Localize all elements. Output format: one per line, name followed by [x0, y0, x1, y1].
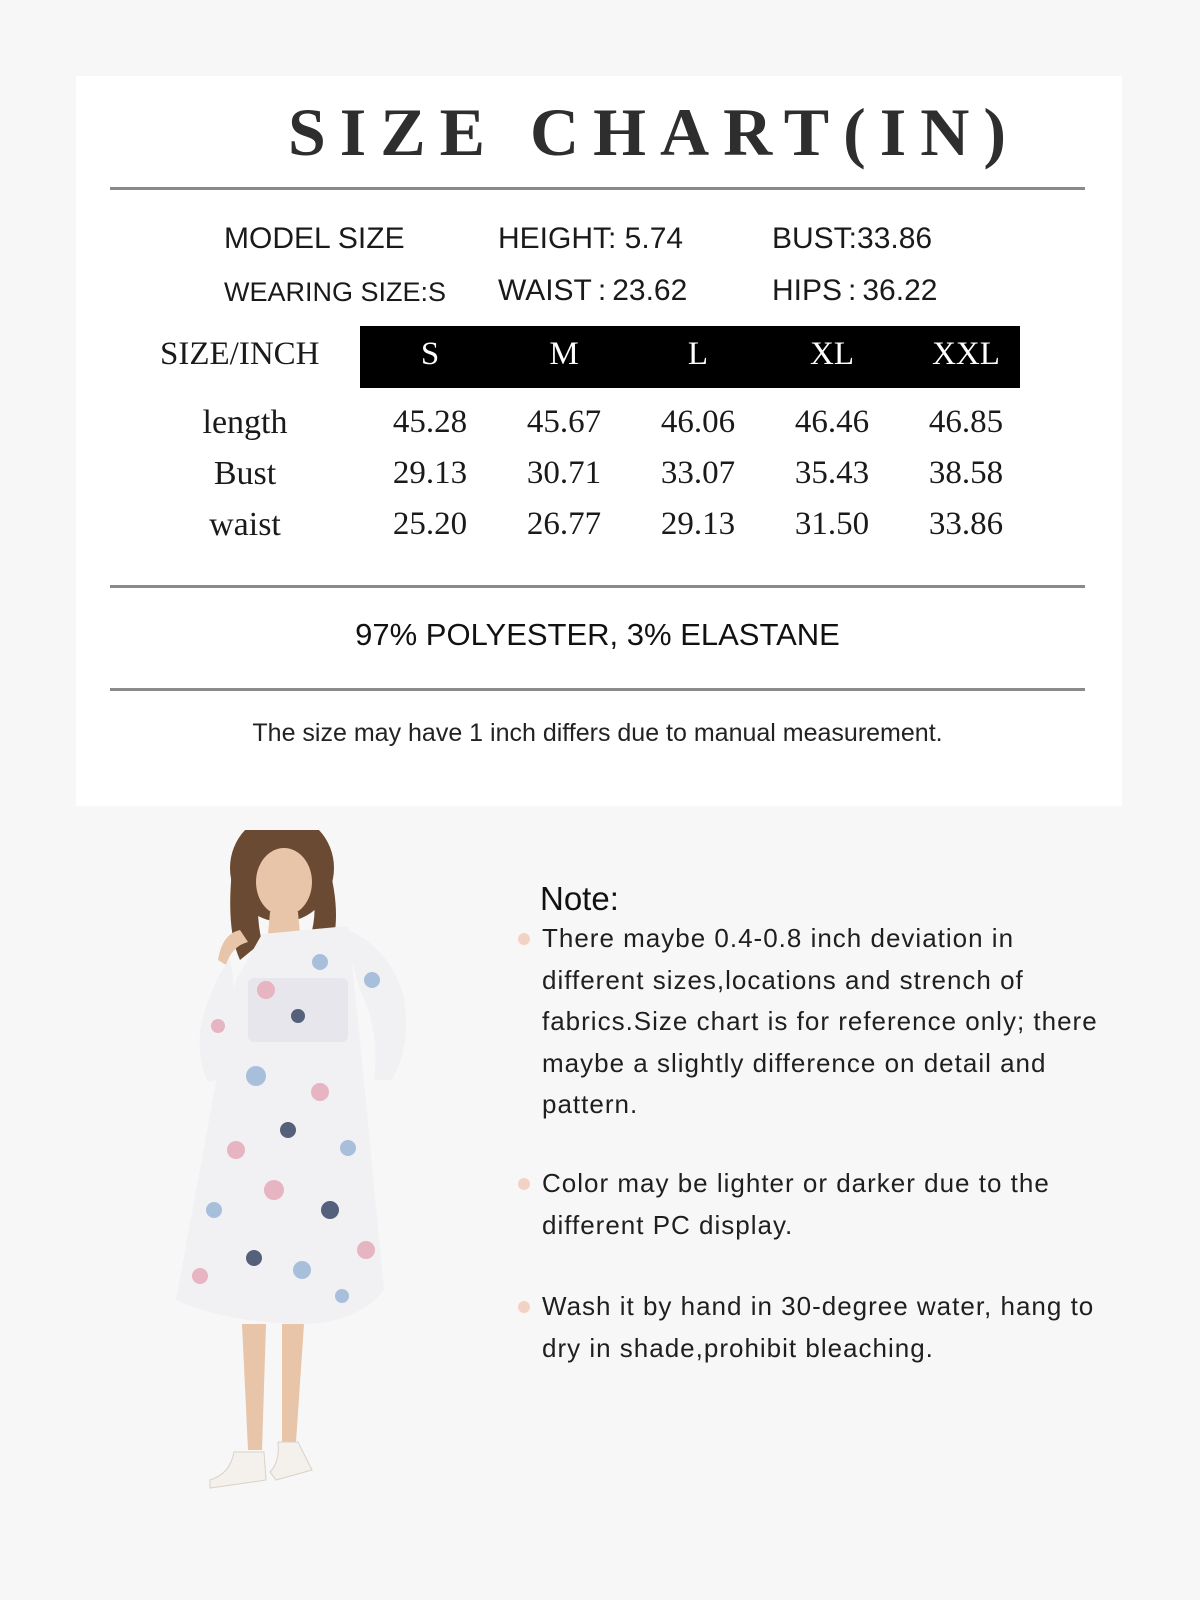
- model-legs: [242, 1324, 304, 1450]
- table-cell: 38.58: [928, 455, 1004, 491]
- table-cell: 46.46: [794, 404, 870, 440]
- size-header-xxl: XXL: [932, 336, 1000, 372]
- material-divider: [110, 688, 1085, 691]
- size-inch-label: SIZE/INCH: [160, 336, 320, 372]
- bullet-icon: [518, 1301, 530, 1313]
- model-neck: [268, 912, 300, 934]
- title-divider: [110, 187, 1085, 190]
- size-header-m: M: [549, 336, 579, 372]
- table-cell: 33.86: [928, 506, 1004, 542]
- table-cell: 29.13: [392, 455, 468, 491]
- bullet-icon: [518, 933, 530, 945]
- table-cell: 33.07: [660, 455, 736, 491]
- table-cell: 45.67: [526, 404, 602, 440]
- size-chart-card: [76, 76, 1122, 806]
- table-cell: 35.43: [794, 455, 870, 491]
- size-header-xl: XL: [810, 336, 854, 372]
- table-cell: 46.06: [660, 404, 736, 440]
- model-face: [256, 848, 312, 916]
- size-header-l: L: [687, 336, 709, 372]
- model-photo: [170, 830, 460, 1520]
- table-cell: 45.28: [392, 404, 468, 440]
- table-cell: 30.71: [526, 455, 602, 491]
- bullet-icon: [518, 1178, 530, 1190]
- table-cell: 46.85: [928, 404, 1004, 440]
- note-item: [518, 1163, 1098, 1246]
- model-waist: WAIST : 23.62: [498, 274, 688, 307]
- page-title: SIZE CHART(IN): [287, 94, 1021, 170]
- note-item-text: There maybe 0.4-0.8 inch deviation in different sizes,locations and strench of fabrics.Size chart is for reference only; there maybe a slightly difference on detail and pattern.: [542, 923, 1098, 1119]
- model-size-label: MODEL SIZE: [224, 222, 405, 255]
- size-header-s: S: [420, 336, 440, 372]
- model-height: HEIGHT: 5.74: [498, 222, 684, 255]
- note-title: Note:: [540, 880, 619, 917]
- row-label-waist: waist: [209, 506, 281, 543]
- table-cell: 26.77: [526, 506, 602, 542]
- model-hips: HIPS : 36.22: [772, 274, 938, 307]
- row-label-length: length: [202, 404, 288, 441]
- note-item-text: Wash it by hand in 30-degree water, hang to dry in shade,prohibit bleaching.: [542, 1291, 1095, 1363]
- measurement-disclaimer: The size may have 1 inch differs due to manual measurement.: [252, 719, 943, 747]
- table-cell: 29.13: [660, 506, 736, 542]
- material-composition: 97% POLYESTER, 3% ELASTANE: [355, 617, 840, 652]
- model-bust: BUST:33.86: [772, 222, 933, 255]
- table-cell: 25.20: [392, 506, 468, 542]
- table-divider: [110, 585, 1085, 588]
- note-item: [518, 918, 1098, 1126]
- note-item: [518, 1286, 1098, 1369]
- table-cell: 31.50: [794, 506, 870, 542]
- row-label-bust: Bust: [213, 455, 277, 492]
- note-item-text: Color may be lighter or darker due to the different PC display.: [542, 1168, 1050, 1240]
- wearing-size-label: WEARING SIZE:S: [224, 277, 447, 307]
